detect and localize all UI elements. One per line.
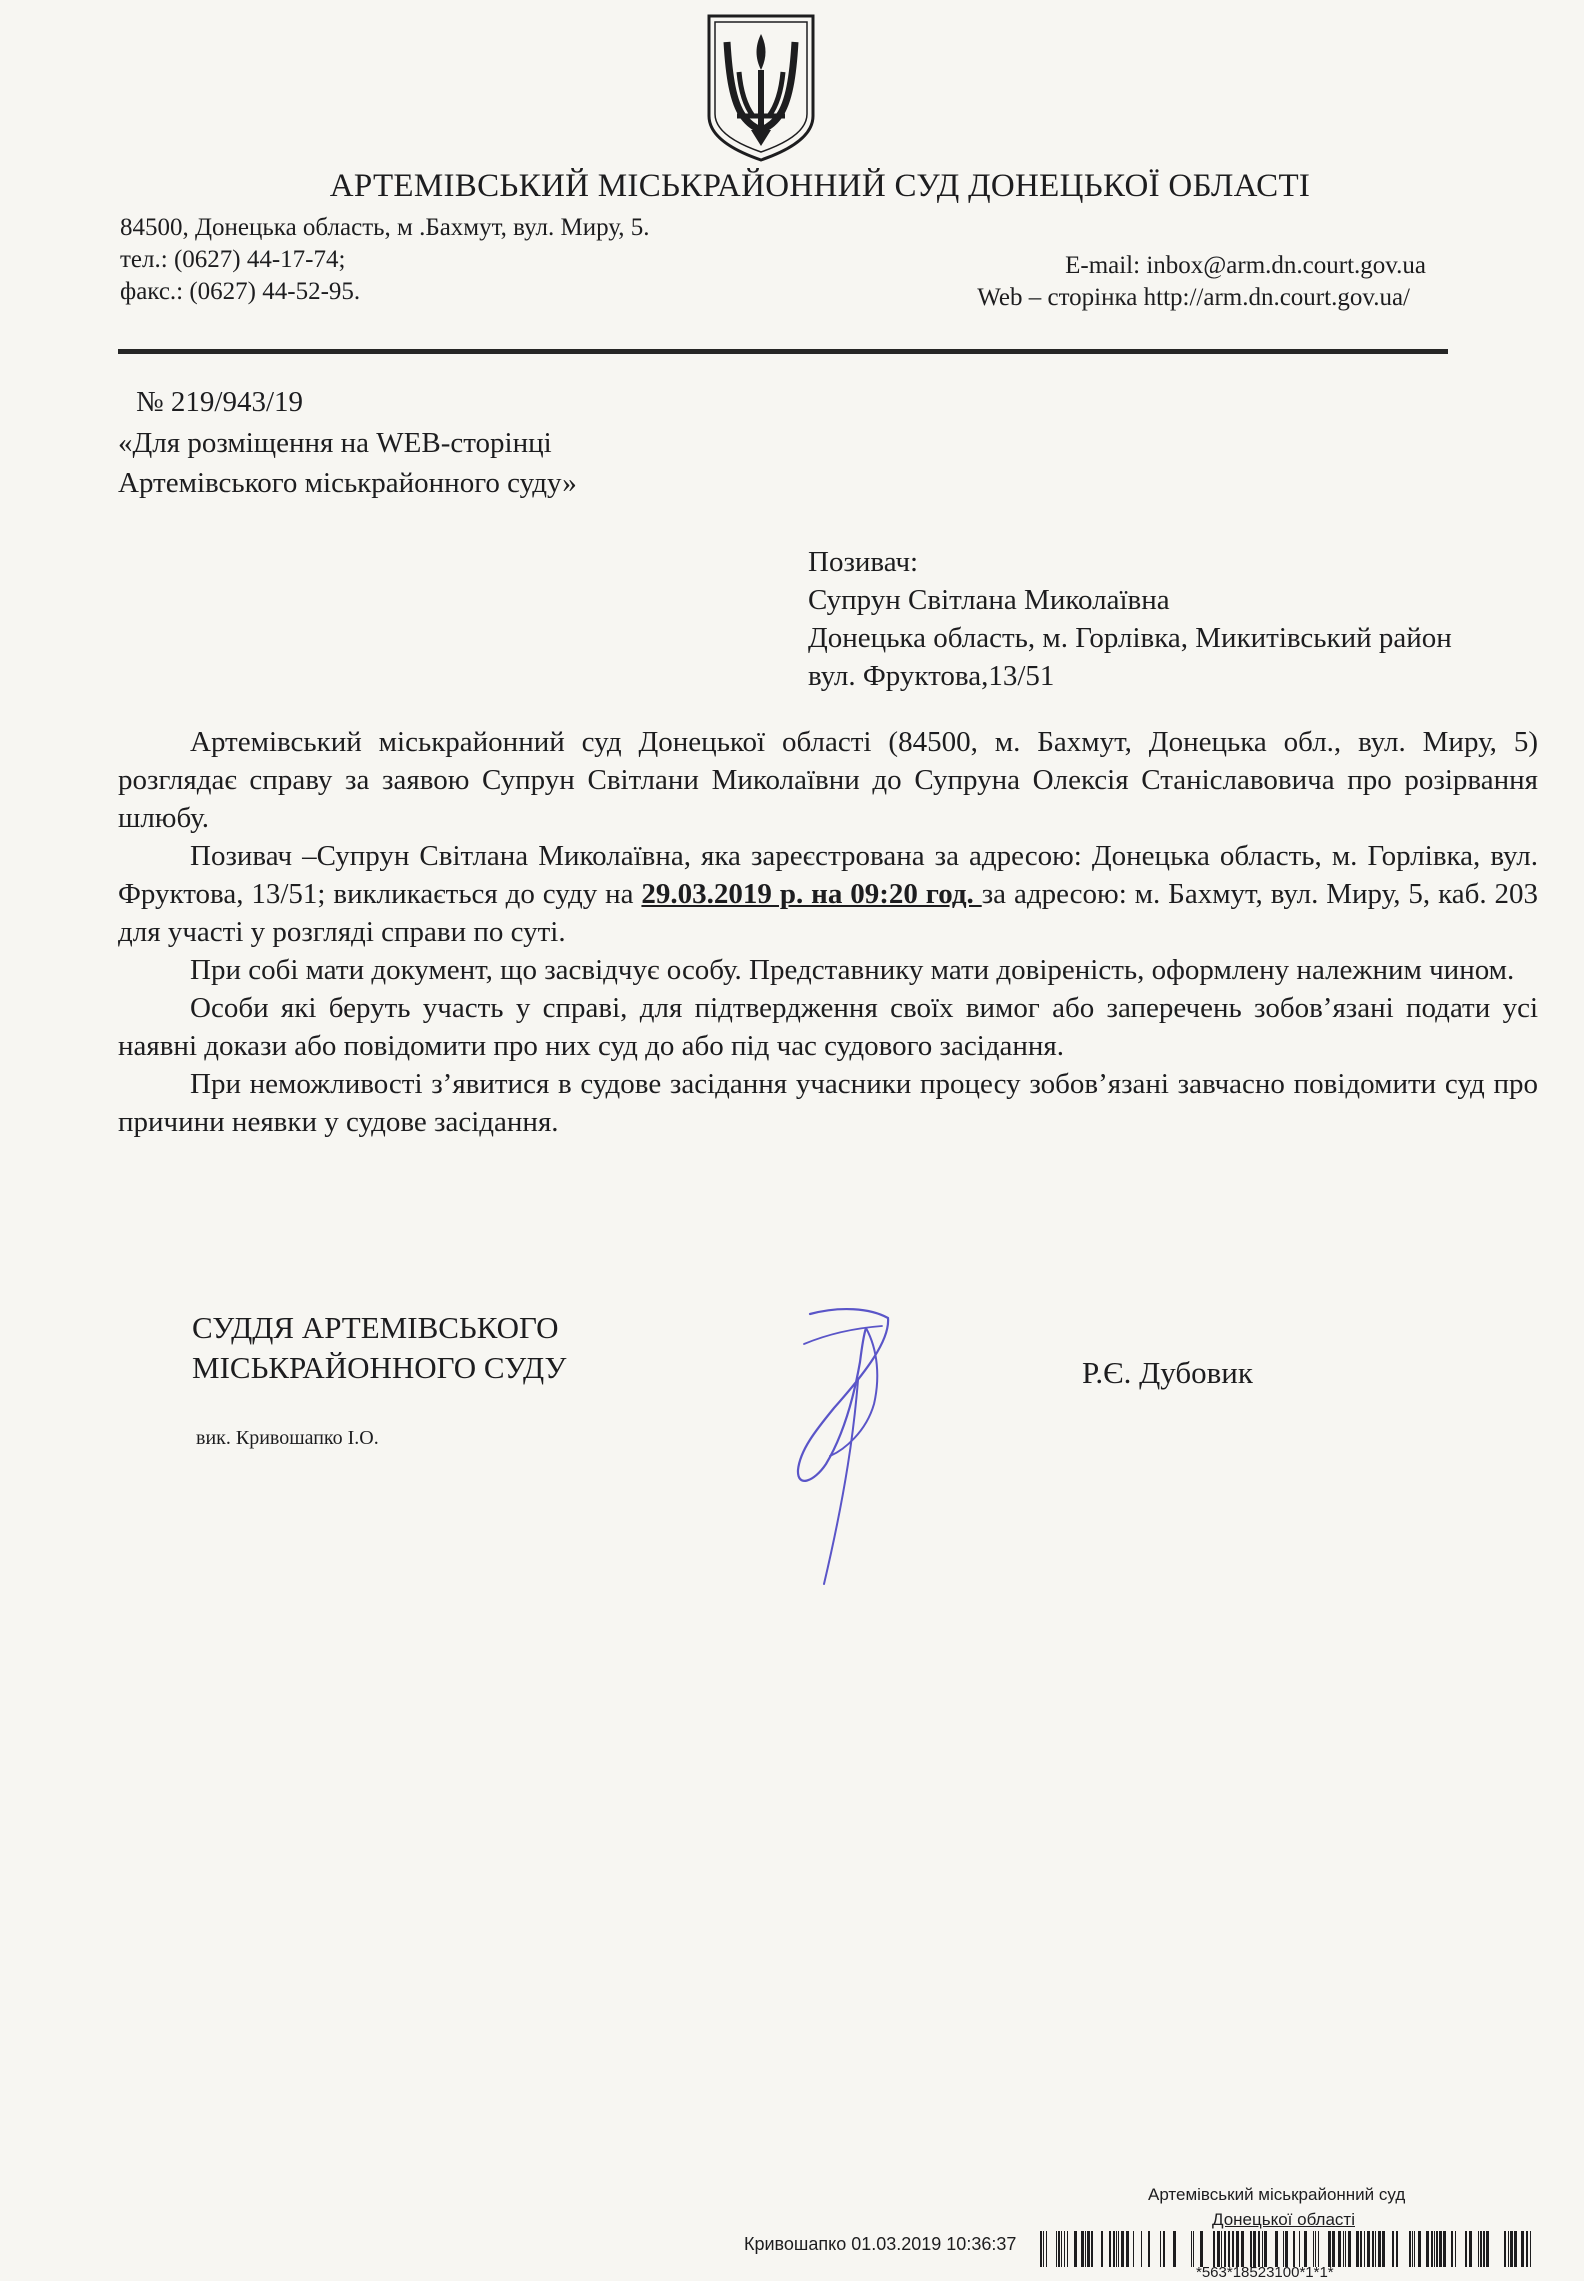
court-website: Web – сторінка http://arm.dn.court.gov.ua/ xyxy=(977,284,1410,311)
registration-meta: Кривошапко 01.03.2019 10:36:37 xyxy=(744,2234,1017,2254)
barcode-text: *563*18523100*1*1* xyxy=(1196,2264,1334,2281)
court-fax: факс.: (0627) 44-52-95. xyxy=(120,278,361,305)
registration-stamp-court: Артемівський міськрайонний суд xyxy=(1148,2185,1406,2204)
hearing-date: 29.03.2019 р. на 09:20 год. xyxy=(641,878,982,910)
judge-title-line-1: СУДДЯ АРТЕМІВСЬКОГО xyxy=(192,1310,559,1345)
paragraph-4: Особи які беруть участь у справі, для підтвердження своїх вимог або заперечень зобов’язані подати усі наявні докази або повідомити про них суд до або під час судового засідання. xyxy=(118,992,1538,1062)
coat-of-arms-icon xyxy=(703,12,819,164)
paragraph-5: При неможливості з’явитися в судове засідання учасники процесу зобов’язані завчасно повідомити суд про причини неявки у судове засідання. xyxy=(118,1068,1538,1138)
judge-title-line-2: МІСЬКРАЙОННОГО СУДУ xyxy=(192,1350,567,1385)
barcode-icon xyxy=(1040,2231,1534,2267)
judge-title xyxy=(192,1308,566,1388)
plaintiff-name: Супрун Світлана Миколаївна xyxy=(808,584,1170,616)
court-name-heading: АРТЕМІВСЬКИЙ МІСЬКРАЙОННИЙ СУД ДОНЕЦЬКОЇ ОБЛАСТІ xyxy=(329,168,1311,204)
paragraph-3: При собі мати документ, що засвідчує особу. Представнику мати довіреність, оформлену належним чином. xyxy=(190,954,1515,986)
plaintiff-address-line-2: вул. Фруктова,13/51 xyxy=(808,660,1055,692)
judge-name: Р.Є. Дубовик xyxy=(1082,1355,1253,1390)
purpose-line-2: Артемівського міськрайонного суду» xyxy=(118,467,577,499)
paragraph-2-end: за адресою: м. Бахмут, вул. Миру, 5, каб. 203 для участі у розгляді справи по суті. xyxy=(118,878,1538,948)
paragraph-2 xyxy=(118,837,1538,951)
handwritten-signature xyxy=(770,1300,940,1590)
plaintiff-label: Позивач: xyxy=(808,546,919,578)
plaintiff-block xyxy=(808,543,1452,695)
executor-note: вик. Кривошапко І.О. xyxy=(196,1427,379,1449)
paragraph-2-start: Позивач –Супрун Світлана Миколаївна, яка зареєстрована за адресою: Донецька область, м. Горлівка, вул. Фруктова, 13/51; викликається до суду на xyxy=(118,840,1538,910)
paragraph-1: Артемівський міськрайонний суд Донецької області (84500, м. Бахмут, Донецька обл., вул. Миру, 5) розглядає справу за заявою Супрун Світлани Миколаївни до Супруна Олексія Станіславовича про розірвання шлюбу. xyxy=(118,726,1538,834)
notice-body xyxy=(118,723,1538,1141)
court-email: E-mail: inbox@arm.dn.court.gov.ua xyxy=(1065,252,1426,279)
purpose-line-1: «Для розміщення на WEB-сторінці xyxy=(118,427,552,459)
registration-stamp-region: Донецької області xyxy=(1212,2210,1355,2229)
case-number: № 219/943/19 xyxy=(136,386,304,418)
court-address: 84500, Донецька область, м .Бахмут, вул. Миру, 5. xyxy=(120,214,650,241)
header-divider xyxy=(118,349,1448,354)
plaintiff-address-line-1: Донецька область, м. Горлівка, Микитівський район xyxy=(808,622,1452,654)
court-phone: тел.: (0627) 44-17-74; xyxy=(120,246,346,273)
